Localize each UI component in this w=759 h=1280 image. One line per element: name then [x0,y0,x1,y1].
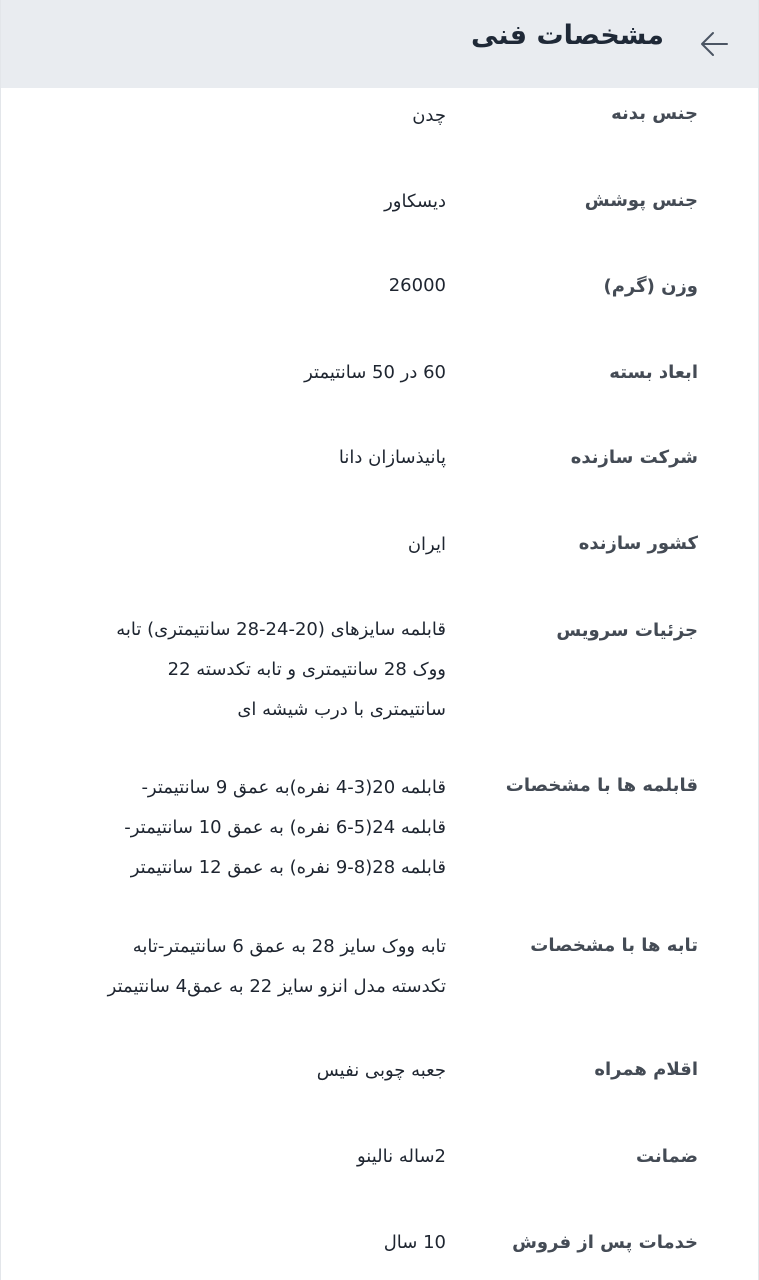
arrow-left-icon[interactable] [696,26,732,62]
spec-value-line: سانتیمتری با درب شیشه ای [237,699,446,720]
spec-value [26,438,446,478]
spec-value [26,1137,446,1177]
spec-value-line: قابلمه سایزهای (20-24-28 سانتیمتری) تابه [116,619,446,640]
spec-value-line: قابلمه 20(3-4 نفره)به عمق 9 سانتیمتر- [141,777,446,798]
spec-label: وزن (گرم) [603,276,698,297]
spec-label: جنس پوشش [584,190,698,211]
spec-value-line: پانیذسازان دانا [338,447,446,468]
spec-label: قابلمه ها با مشخصات [505,775,698,796]
spec-value [26,525,446,565]
spec-label: ضمانت [635,1146,698,1167]
spec-value-line: ووک 28 سانتیمتری و تابه تکدسته 22 [167,659,446,680]
spec-label: جنس بدنه [611,103,698,124]
spec-value-line: 2ساله نالینو [356,1146,446,1167]
spec-label: جزئیات سرویس [556,620,698,641]
page-title: مشخصات فنی [471,20,664,51]
spec-value-line: جعبه چوبی نفیس [316,1060,446,1081]
spec-value-line: 10 سال [383,1232,446,1253]
spec-value-line: تابه ووک سایز 28 به عمق 6 سانتیمتر-تابه [132,936,446,957]
spec-value [26,96,446,136]
spec-label: اقلام همراه [594,1059,698,1080]
spec-label: ابعاد بسته [609,362,698,383]
spec-value-line: 26000 [388,275,446,296]
spec-label: شرکت سازنده [570,447,698,468]
page-header [1,0,759,88]
spec-label: خدمات پس از فروش [512,1232,698,1253]
spec-value-line: تکدسته مدل انزو سایز 22 به عمق4 سانتیمتر [107,976,446,997]
spec-value-line: ایران [407,534,446,555]
spec-label: کشور سازنده [578,533,698,554]
spec-value [26,768,446,888]
spec-value-line: دیسکاور [384,191,446,212]
spec-value [26,353,446,393]
spec-label: تابه ها با مشخصات [530,935,698,956]
spec-value [26,927,446,1007]
spec-value [26,182,446,222]
spec-value-line: قابلمه 28(8-9 نفره) به عمق 12 سانتیمتر [130,857,446,878]
spec-value-line: چدن [412,105,446,126]
spec-value [26,610,446,730]
spec-value [26,1223,446,1263]
spec-value [26,1051,446,1091]
spec-value-line: 60 در 50 سانتیمتر [304,362,446,383]
spec-value-line: قابلمه 24(5-6 نفره) به عمق 10 سانتیمتر- [124,817,446,838]
spec-value [26,266,446,306]
